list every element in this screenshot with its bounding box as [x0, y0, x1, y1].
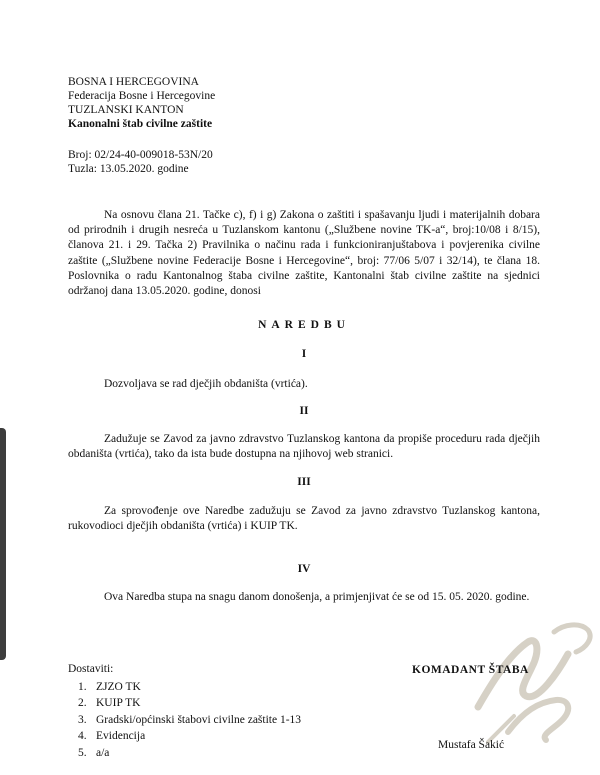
reference-place-date: Tuzla: 13.05.2020. godine	[68, 163, 189, 175]
viewer-scroll-tab[interactable]	[0, 428, 6, 660]
distribution-list	[78, 679, 301, 761]
distribution-label: Dostaviti:	[68, 663, 114, 675]
signature-title: KOMADANT ŠTABA	[412, 664, 529, 676]
section-text: Za sprovođenje ove Naredbe zadužuju se Zavod za javno zdravstvo Tuzlanskog kantona, rukovodioci dječjih obdaništa (vrtića) i KUIP TK.	[68, 505, 540, 533]
distribution-item: 1. ZJZO TK	[78, 681, 141, 693]
header-canton: TUZLANSKI KANTON	[68, 104, 184, 116]
header-entity: Federacija Bosne i Hercegovine	[68, 90, 216, 102]
document-title: NAREDBU	[258, 319, 350, 331]
section-numeral: IV	[297, 563, 311, 575]
distribution-item: 2. KUIP TK	[78, 697, 141, 710]
section-text: Zadužuje se Zavod za javno zdravstvo Tuzlanskog kantona da propiše proceduru rada dječjih obdaništa (vrtića), tako da ista bude dostupna na njihovoj web stranici.	[68, 433, 540, 461]
distribution-item: 3. Gradski/općinski štabovi civilne zaštite 1-13	[78, 713, 302, 726]
preamble-paragraph: Na osnovu člana 21. Tačke c), f) i g) Zakona o zaštiti i spašavanju ljudi i materijalnih dobara od prirodnih i drugih nesreća u Tuzlanskom kantonu („Službene novine TK-a“, broj:10/08 i 8/15), članova 21. i 29. Tačka 2) Pravilnika o načinu rada i funkcioniranjuštabova i povjerenika civilne zaštite („Službene novine Federacije Bosne i Hercegovine“, broj: 77/06 5/07 i 32/14), te člana 18. Poslovnika o radu Kantonalnog štaba civilne zaštite, Kantonalni štab civilne zaštite na sjednici održanoj dana 13.05.2020. godine, donosi	[68, 209, 540, 298]
signer-name: Mustafa Šakić	[438, 739, 505, 751]
distribution-item: 5. a/a	[78, 746, 110, 759]
header-institution: Kanonalni štab civilne zaštite	[68, 118, 213, 130]
section-numeral: II	[299, 405, 309, 417]
header-country: BOSNA I HERCEGOVINA	[68, 76, 199, 88]
section-text: Ova Naredba stupa na snagu danom donošenja, a primjenjivat će se od 15. 05. 2020. godine.	[104, 591, 530, 603]
signature-stamp-scribble	[468, 612, 600, 752]
section-text: Dozvoljava se rad dječjih obdaništa (vrtića).	[104, 378, 308, 390]
reference-number: Broj: 02/24-40-009018-53N/20	[68, 149, 213, 161]
distribution-item: 4. Evidencija	[78, 730, 146, 743]
section-numeral: I	[301, 348, 307, 360]
section-numeral: III	[297, 476, 311, 488]
